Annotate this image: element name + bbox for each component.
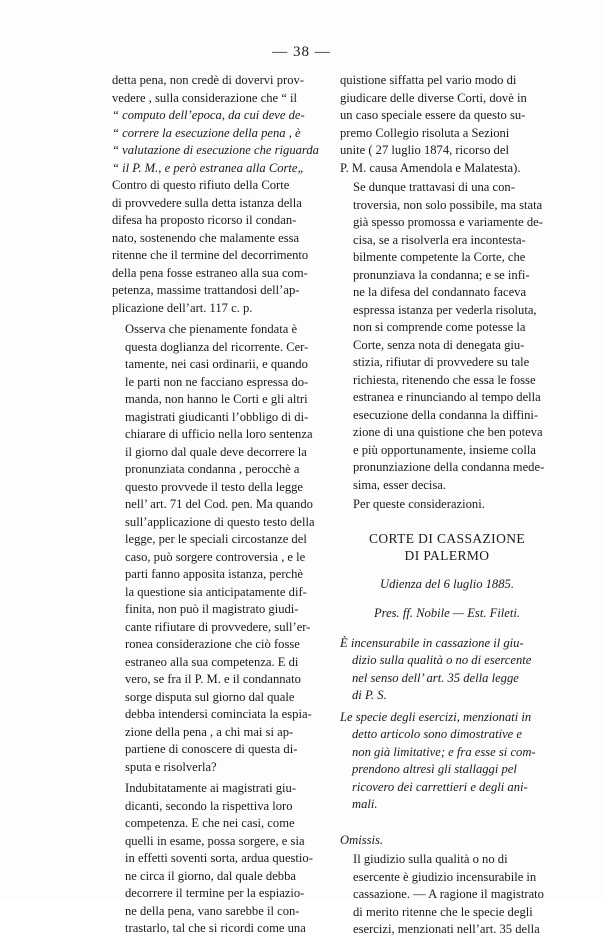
text-line: sull’applicazione di questo testo della <box>125 514 315 529</box>
text-line: cante rifiutare di provvedere, sull’er- <box>125 619 311 634</box>
text-line: estraneo alla sua competenza. E di <box>125 654 299 669</box>
text-line: legge, per le speciali circostanze del <box>125 532 307 546</box>
left-column <box>112 72 330 938</box>
text-line: giudicare delle diverse Corti, dovè in <box>340 90 527 105</box>
text-line: Contro di questo rifiuto della Corte <box>112 178 290 192</box>
text-line: petenza, massime trattandosi dell’ap- <box>112 283 300 297</box>
text-line: Le specie degli esercizi, menzionati in <box>340 709 532 724</box>
court-heading-line-1: CORTE DI CASSAZIONE <box>368 530 526 546</box>
text-line: decorrere il termine per la espiazio- <box>125 886 305 900</box>
text-line: mali. <box>352 797 378 811</box>
hearing-date: Udienza del 6 luglio 1885. <box>380 576 514 591</box>
court-heading-line-2: DI PALERMO <box>404 547 490 563</box>
right-paragraph-2-lines <box>340 179 554 494</box>
text-line: Osserva che pienamente fondata è <box>125 322 298 336</box>
left-paragraph-3-lines <box>112 780 330 938</box>
text-line: debba intendersi cominciata la espia- <box>125 707 312 721</box>
text-line: questa doglianza del ricorrente. Cer- <box>125 339 309 354</box>
text-line: Corte, senza nota di denegata giu- <box>353 337 525 352</box>
text-line: un caso speciale essere da questo su- <box>340 108 526 122</box>
court-heading <box>340 530 554 564</box>
text-line: della pena fosse estraneo alla sua com- <box>112 265 308 280</box>
text-line: sorge disputa sul giorno dal quale <box>125 689 295 704</box>
text-line: esecuzione della condanna la diffini- <box>353 407 539 422</box>
right-paragraph-4-lines <box>340 851 554 939</box>
text-line: nell’ art. 71 del Cod. pen. Ma quando <box>125 497 313 511</box>
text-line: caso, può sorgere controversia , e le <box>125 549 306 564</box>
text-line: unite ( 27 luglio 1874, ricorso del <box>340 143 509 157</box>
text-line: stizia, rifiutar di provvedere su tale <box>353 355 530 369</box>
text-line: “ il P. M., e però estranea alla Corte„ <box>112 160 305 175</box>
text-line: di merito ritenne che le specie degli <box>353 904 533 919</box>
text-line: detto articolo sono dimostrative e <box>352 727 522 741</box>
text-line: P. M. causa Amendola e Malatesta). <box>340 160 521 175</box>
presidency-line: Pres. ff. Nobile — Est. Fileti. <box>373 606 521 620</box>
text-line: ne circa il giorno, dal quale debba <box>125 868 296 883</box>
text-line: e più opportunamente, insieme colla <box>353 442 536 457</box>
text-line: plicazione dell’art. 117 c. p. <box>112 300 253 315</box>
right-paragraph-1 <box>340 72 554 177</box>
text-line: sima, esser decisa. <box>353 477 447 492</box>
text-line: È incensurabile in cassazione il giu- <box>340 635 524 650</box>
text-line: di P. S. <box>352 688 387 702</box>
text-line: ritenne che il termine del decorrimento <box>112 248 309 262</box>
text-line: prendono altresì gli stallaggi pel <box>352 762 517 776</box>
text-line: sputa e risolverla? <box>125 759 217 774</box>
text-line: Indubitatamente ai magistrati giu- <box>125 781 297 795</box>
text-line: quelli in esame, possa sorgere, e sia <box>125 833 305 848</box>
text-line: pronunziava la condanna; e se infi- <box>353 267 530 282</box>
text-line: troversia, non solo possibile, ma stata <box>353 197 543 212</box>
text-line: detta pena, non credè di dovervi prov- <box>112 73 304 87</box>
text-line: manda, non hanno le Corti e gli altri <box>125 392 308 406</box>
text-line: parti fanno apposita istanza, perchè <box>125 567 303 581</box>
text-line: ne la difesa del condannato faceva <box>353 285 527 299</box>
text-line: finita, non può il magistrato giudi- <box>125 602 299 616</box>
text-line: chiarare di ufficio nella loro sentenza <box>125 427 313 441</box>
text-line: il giorno dal quale deve decorrere la <box>125 444 307 459</box>
text-line: in effetti soventi sorta, ardua questio- <box>125 851 313 865</box>
text-line: ricovero dei carrettieri e degli ani- <box>352 779 528 794</box>
text-line: le parti non ne facciano espressa do- <box>125 374 309 389</box>
page-number: — 38 — <box>272 44 331 60</box>
left-paragraph-2 <box>112 321 330 776</box>
text-line: vedere , sulla considerazione che “ il <box>112 90 297 105</box>
text-line: partiene di conoscere di questa di- <box>125 742 298 756</box>
right-paragraph-4 <box>340 851 554 939</box>
massima-1 <box>340 635 554 705</box>
text-line: cassazione. — A ragione il magistrato <box>353 887 544 901</box>
text-line: vero, se fra il P. M. e il condannato <box>125 672 301 686</box>
text-line: trastarlo, tal che si ricordi come una <box>125 921 306 935</box>
text-line: Il giudizio sulla qualità o no di <box>353 852 508 866</box>
text-line: “ valutazione di esecuzione che riguarda <box>112 143 319 157</box>
text-line: questo provvede il testo della legge <box>125 479 304 494</box>
text-line: nato, sostenendo che malamente essa <box>112 230 300 245</box>
text-line: “ correre la esecuzione della pena , è <box>112 125 301 140</box>
text-line: ronea considerazione che ciò fosse <box>125 637 300 651</box>
text-line: bilmente competente la Corte, che <box>353 250 526 264</box>
left-paragraph-3 <box>112 780 330 938</box>
left-paragraph-2-lines <box>112 321 330 776</box>
text-line: dicanti, secondo la rispettiva loro <box>125 798 293 813</box>
left-paragraph-1 <box>112 72 330 317</box>
right-paragraph-3 <box>340 496 554 514</box>
text-line: esercizi, menzionati nell’art. 35 della <box>353 922 540 936</box>
text-line: tamente, nei casi ordinarii, e quando <box>125 357 308 371</box>
right-paragraph-2 <box>340 179 554 494</box>
text-line: esercente è giudizio incensurabile in <box>353 869 537 884</box>
text-line: cisa, se a risolverla era incontesta- <box>353 232 526 247</box>
text-line: zione della pena , a chi mai si ap- <box>125 724 294 739</box>
text-line: dizio sulla qualità o no di esercente <box>352 653 532 667</box>
text-line: non si comprende come potesse la <box>353 320 526 334</box>
massima-2 <box>340 709 554 814</box>
text-line: premo Collegio risoluta a Sezioni <box>340 125 510 140</box>
text-line: Per queste considerazioni. <box>353 497 485 511</box>
text-line: quistione siffatta pel vario modo di <box>340 73 517 87</box>
text-line: estranea e rinunciando al tempo della <box>353 390 541 404</box>
text-line: la questione sia anticipatamente dif- <box>125 584 307 599</box>
text-line: ne della pena, vano sarebbe il con- <box>125 903 300 918</box>
text-line: di provvedere sulla detta istanza della <box>112 195 302 210</box>
text-line: Se dunque trattavasi di una con- <box>353 180 515 194</box>
text-line: pronunziazione della condanna mede- <box>353 460 545 474</box>
right-column <box>340 72 554 939</box>
text-line: “ computo dell’epoca, da cui deve de- <box>112 108 305 122</box>
right-paragraph-1-lines <box>340 72 554 177</box>
text-line: difesa ha proposto ricorso il condan- <box>112 213 297 227</box>
text-line: espressa istanza per vederla risoluta, <box>353 302 537 317</box>
text-line: competenza. E che nei casi, come <box>125 816 295 830</box>
text-line: magistrati giudicanti l’obbligo di di- <box>125 409 309 424</box>
text-line: zione di una quistione che ben poteva <box>353 425 543 439</box>
text-line: pronunziata condanna , perocchè a <box>125 462 300 476</box>
text-line: richiesta, ritenendo che essa le fosse <box>353 372 536 387</box>
omissis-label: Omissis. <box>340 832 384 847</box>
text-line: nel senso dell’ art. 35 della legge <box>352 670 519 685</box>
text-line: non già limitative; e fra esse si com- <box>352 744 536 759</box>
text-line: già spesso promossa e variamente de- <box>353 215 543 229</box>
